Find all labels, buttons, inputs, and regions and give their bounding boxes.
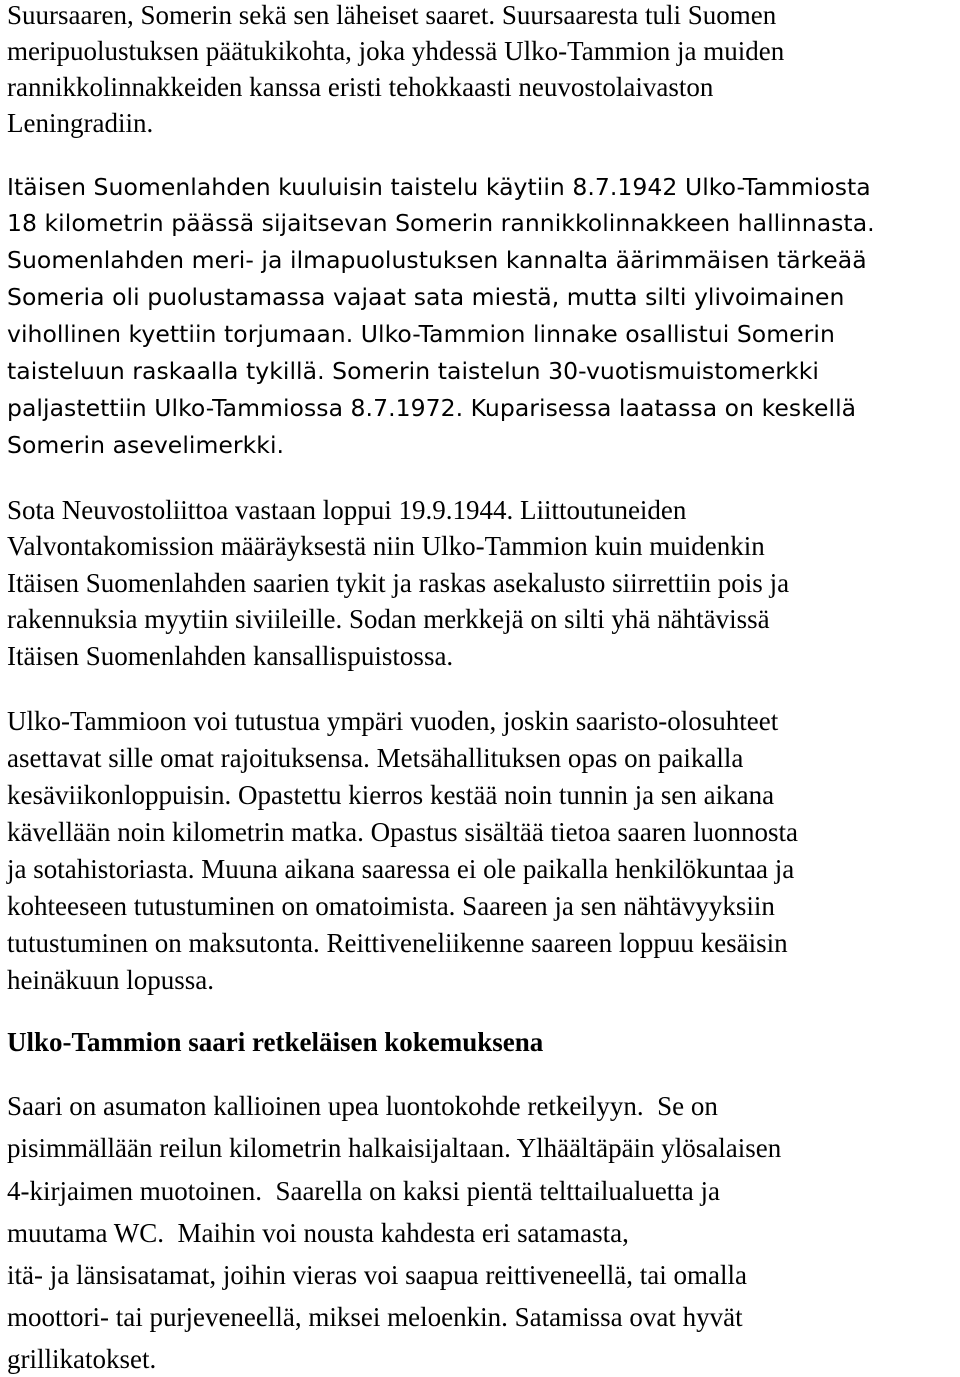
text-line: Someria oli puolustamassa vajaat sata miestä, mutta silti ylivoimainen	[7, 283, 845, 311]
text-line: rannikkolinnakkeiden kanssa eristi tehokkaasti neuvostolaivaston	[7, 72, 714, 102]
text-line: asettavat sille omat rajoituksensa. Metsähallituksen opas on paikalla	[7, 743, 744, 773]
section-heading: Ulko-Tammion saari retkeläisen kokemuksena	[7, 1027, 544, 1057]
text-line: kohteeseen tutustuminen on omatoimista. Saareen ja sen nähtävyyksiin	[7, 891, 775, 921]
text-line: Itäisen Suomenlahden kansallispuistossa.	[7, 641, 454, 671]
text-line: ja sotahistoriasta. Muuna aikana saaressa ei ole paikalla henkilökuntaa ja	[7, 854, 795, 884]
text-line: heinäkuun lopussa.	[7, 965, 214, 995]
text-line: Somerin asevelimerkki.	[7, 431, 285, 459]
text-line: Leningradiin.	[7, 108, 154, 138]
text-line: Valvontakomission määräyksestä niin Ulko-Tammion kuin muidenkin	[7, 531, 765, 561]
text-line: tutustuminen on maksutonta. Reittiveneliikenne saareen loppuu kesäisin	[7, 928, 788, 958]
text-line: pisimmällään reilun kilometrin halkaisijaltaan. Ylhäältäpäin ylösalaisen	[7, 1133, 782, 1163]
text-line: muutama WC. Maihin voi nousta kahdesta eri satamasta,	[7, 1218, 629, 1248]
text-line: moottori- tai purjeveneellä, miksei meloenkin. Satamissa ovat hyvät	[7, 1302, 743, 1332]
text-line: paljastettiin Ulko-Tammiossa 8.7.1972. Kuparisessa laatassa on keskellä	[7, 394, 857, 422]
text-line: kesäviikonloppuisin. Opastettu kierros kestää noin tunnin ja sen aikana	[7, 780, 775, 810]
text-line: vihollinen kyettiin torjumaan. Ulko-Tammion linnake osallistui Somerin	[7, 320, 835, 348]
text-line: grillikatokset.	[7, 1344, 157, 1374]
text-line: kävellään noin kilometrin matka. Opastus sisältää tietoa saaren luonnosta	[7, 817, 799, 847]
text-line: Ulko-Tammioon voi tutustua ympäri vuoden, joskin saaristo-olosuhteet	[7, 706, 779, 736]
text-line: Itäisen Suomenlahden kuuluisin taistelu käytiin 8.7.1942 Ulko-Tammiosta	[7, 173, 871, 201]
text-line: rakennuksia myytiin siviileille. Sodan merkkejä on silti yhä nähtävissä	[7, 604, 770, 634]
text-line: 4-kirjaimen muotoinen. Saarella on kaksi pientä telttailualuetta ja	[7, 1176, 721, 1206]
text-line: taisteluun raskaalla tykillä. Somerin taistelun 30-vuotismuistomerkki	[7, 357, 819, 385]
text-line: meripuolustuksen päätukikohta, joka yhdessä Ulko-Tammion ja muiden	[7, 36, 785, 66]
text-line: Sota Neuvostoliittoa vastaan loppui 19.9.1944. Liittoutuneiden	[7, 495, 687, 525]
text-line: Itäisen Suomenlahden saarien tykit ja raskas asekalusto siirrettiin pois ja	[7, 568, 790, 598]
text-line: Suomenlahden meri- ja ilmapuolustuksen kannalta äärimmäisen tärkeää	[7, 246, 867, 274]
text-line: itä- ja länsisatamat, joihin vieras voi saapua reittiveneellä, tai omalla	[7, 1260, 747, 1290]
text-line: 18 kilometrin päässä sijaitsevan Somerin rannikkolinnakkeen hallinnasta.	[7, 209, 875, 237]
text-line: Suursaaren, Somerin sekä sen läheiset saaret. Suursaaresta tuli Suomen	[7, 0, 777, 30]
text-line: Saari on asumaton kallioinen upea luontokohde retkeilyyn. Se on	[7, 1091, 718, 1121]
